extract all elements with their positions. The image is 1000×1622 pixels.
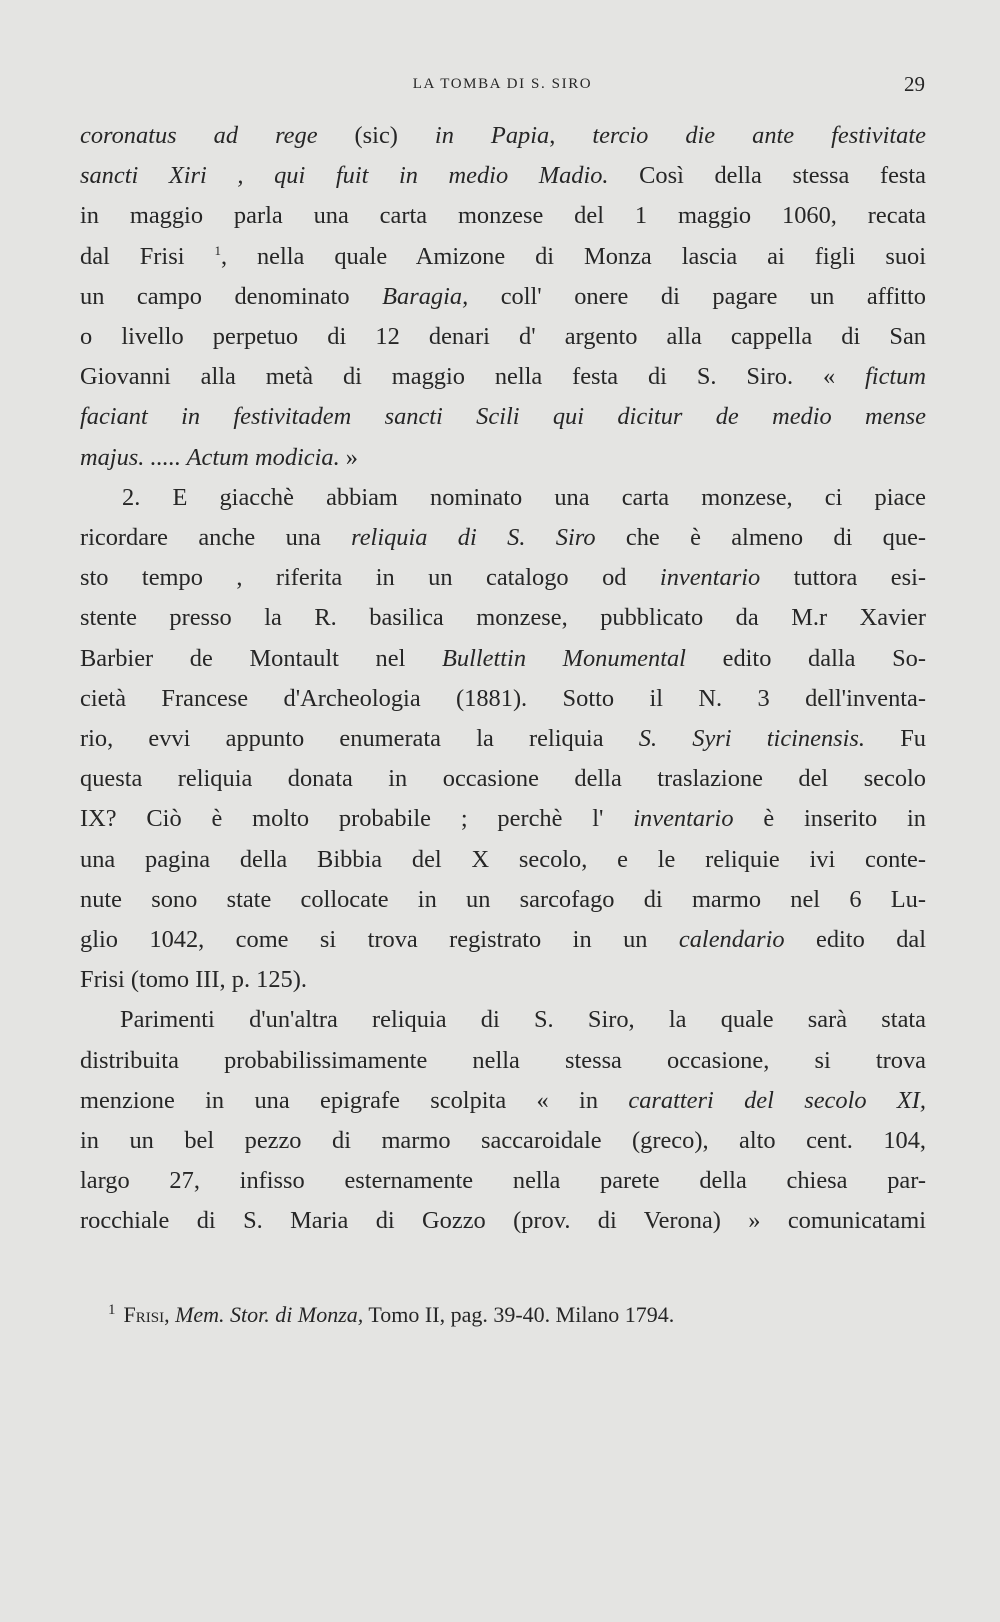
text-line: Barbier de Montault nel Bullettin Monumental edito dalla So- [80,644,926,672]
text-line: majus. ..... Actum modicia. » [80,443,358,471]
text-line: sto tempo , riferita in un catalogo od inventario tuttora esi- [80,564,926,592]
text-line: Giovanni alla metà di maggio nella festa di S. Siro. « fictum [80,363,926,391]
body-text [80,116,926,1242]
text-line: in un bel pezzo di marmo saccaroidale (greco), alto cent. 104, [80,1127,926,1155]
footnote-mark: 1 [108,1301,116,1318]
text-line: nute sono state collocate in un sarcofago di marmo nel 6 Lu- [80,885,926,913]
footnote-details: Tomo II, pag. 39-40. Milano 1794. [363,1302,675,1327]
page-header [80,72,925,102]
footnote [108,1300,928,1330]
text-line: distribuita probabilissimamente nella stessa occasione, si trova [80,1046,926,1074]
text-line: Frisi (tomo III, p. 125). [80,966,307,994]
text-line: faciant in festivitadem sancti Scili qui dicitur de medio mense [80,403,926,431]
text-line: menzione in una epigrafe scolpita « in caratteri del secolo XI, [80,1086,927,1114]
text-line: ricordare anche una reliquia di S. Siro che è almeno di que- [80,524,927,552]
text-line: stente presso la R. basilica monzese, pubblicato da M.r Xavier [80,604,926,632]
text-line: rio, evvi appunto enumerata la reliquia S. Syri ticinensis. Fu [80,725,926,753]
running-title: LA TOMBA DI S. SIRO [412,76,593,92]
text-line: una pagina della Bibbia del X secolo, e le reliquie ivi conte- [80,845,926,873]
text-line: questa reliquia donata in occasione della traslazione del secolo [80,765,926,793]
text-line: dal Frisi $^1$, nella quale Amizone di Monza lascia ai figli suoi [80,242,926,270]
footnote-reference: 1 [214,242,221,258]
paragraph-start: 2. E giacchè abbiam nominato una carta monzese, ci piace [122,483,926,511]
text-line: in maggio parla una carta monzese del 1 maggio 1060, recata [80,202,926,230]
text-line: IX? Ciò è molto probabile ; perchè l' inventario è inserito in [80,805,926,833]
footnote-author: Frisi, [123,1302,170,1327]
page-number: 29 [904,72,925,96]
text-line: cietà Francese d'Archeologia (1881). Sotto il N. 3 dell'inventa- [80,684,926,712]
text-line: largo 27, infisso esternamente nella parete della chiesa par- [80,1167,926,1195]
text-line: sancti Xiri , qui fuit in medio Madio. Così della stessa festa [80,162,926,190]
footnote-title: Mem. Stor. di Monza, [175,1302,364,1327]
text-line: o livello perpetuo di 12 denari d' argento alla cappella di San [80,323,926,351]
paragraph-start: Parimenti d'un'altra reliquia di S. Siro, la quale sarà stata [120,1006,926,1034]
text-line: coronatus ad rege (sic) in Papia, tercio die ante festivitate [80,122,926,149]
text-line: rocchiale di S. Maria di Gozzo (prov. di Verona) » comunicatami [80,1207,926,1235]
text-line: glio 1042, come si trova registrato in un calendario edito dal [80,926,926,954]
text-line: un campo denominato Baragia, coll' onere di pagare un affitto [80,282,926,310]
